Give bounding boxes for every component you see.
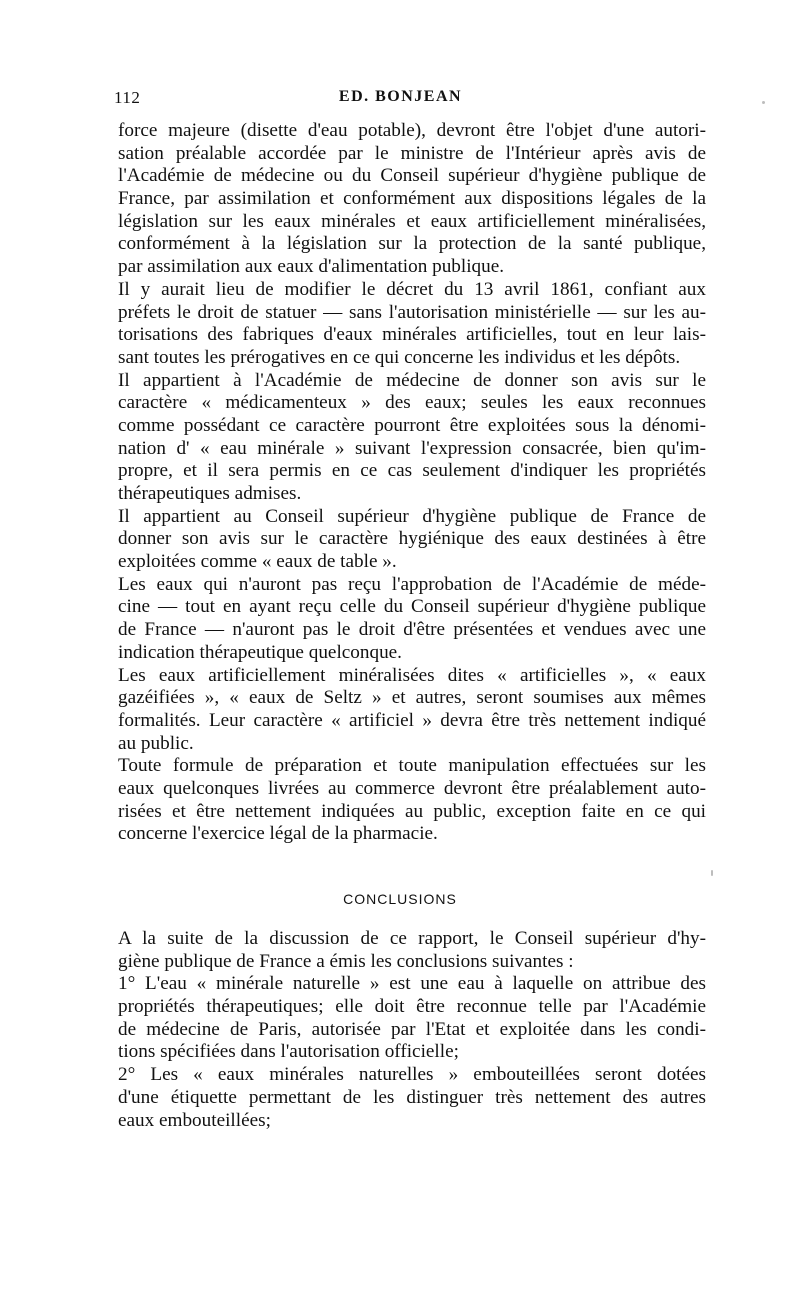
text-line: comme possédant ce caractère pourront être exploitées sous la dénomi- [118, 414, 706, 436]
text-line: Les eaux artificiellement minéralisées dites « artificielles », « eaux [118, 664, 706, 686]
text-line: eaux quelconques livrées au commerce devront être préalablement auto- [118, 777, 706, 799]
text-line: conformément à la législation sur la protection de la santé publique, [118, 233, 706, 255]
text-line: l'Académie de médecine ou du Conseil supérieur d'hygiène publique de [118, 165, 706, 187]
page-header [114, 88, 687, 112]
text-line: nation d' « eau minérale » suivant l'expression consacrée, bien qu'im- [118, 437, 706, 459]
page-number: 112 [114, 88, 141, 107]
paragraph [118, 506, 706, 574]
paragraph [118, 755, 706, 846]
text-line: propriétés thérapeutiques; elle doit être reconnue telle par l'Académie [118, 996, 706, 1018]
text-line: caractère « médicamenteux » des eaux; seules les eaux reconnues [118, 392, 706, 414]
text-line: donner son avis sur le caractère hygiénique des eaux destinées à être [118, 528, 706, 550]
text-line: concerne l'exercice légal de la pharmacie. [118, 823, 438, 845]
paragraph [118, 574, 706, 665]
text-line: thérapeutiques admises. [118, 483, 302, 504]
paragraph [118, 928, 706, 973]
text-line: Il appartient au Conseil supérieur d'hygiène publique de France de [118, 505, 706, 527]
paragraph [118, 973, 706, 1064]
paper-speck [711, 870, 713, 876]
text-line: indication thérapeutique quelconque. [118, 641, 402, 663]
text-line: sation préalable accordée par le ministre de l'Intérieur après avis de [118, 142, 706, 164]
section-heading: CONCLUSIONS [343, 891, 457, 907]
text-line: propre, et il sera permis en ce cas seulement d'indiquer les propriétés [118, 460, 706, 482]
text-line: préfets le droit de statuer — sans l'autorisation ministérielle — sur les au- [118, 301, 706, 323]
paragraph [118, 279, 706, 370]
text-line: Les eaux qui n'auront pas reçu l'approbation de l'Académie de méde- [118, 573, 706, 595]
text-line: Toute formule de préparation et toute manipulation effectuées sur les [118, 755, 706, 777]
conclusions-text [118, 928, 706, 1132]
text-line: risées et être nettement indiquées au public, exception faite en ce qui [118, 800, 706, 822]
text-line: au public. [118, 732, 194, 754]
text-line: de médecine de Paris, autorisée par l'Etat et exploitée dans les condi- [118, 1018, 706, 1040]
text-line: France, par assimilation et conformément aux dispositions légales de la [118, 188, 706, 210]
paragraph [118, 370, 706, 506]
text-line: cine — tout en ayant reçu celle du Conseil supérieur d'hygiène publique [118, 596, 706, 618]
text-line: exploitées comme « eaux de table ». [118, 551, 397, 573]
text-line: A la suite de la discussion de ce rapport, le Conseil supérieur d'hy- [118, 928, 706, 949]
body-text [118, 120, 706, 846]
text-line: force majeure (disette d'eau potable), devront être l'objet d'une autori- [118, 120, 706, 141]
text-line: par assimilation aux eaux d'alimentation publique. [118, 256, 505, 278]
text-line: d'une étiquette permettant de les distinguer très nettement des autres [118, 1086, 706, 1108]
paper-speck [762, 101, 765, 104]
text-line: 2° Les « eaux minérales naturelles » embouteillées seront dotées [118, 1064, 706, 1086]
text-line: tions spécifiées dans l'autorisation officielle; [118, 1041, 459, 1063]
text-line: eaux embouteillées; [118, 1109, 271, 1131]
text-line: formalités. Leur caractère « artificiel » devra être très nettement indiqué [118, 709, 706, 731]
paragraph [118, 1064, 706, 1132]
paragraph [118, 665, 706, 756]
text-line: de France — n'auront pas le droit d'être présentées et vendues avec une [118, 619, 706, 641]
running-head: ED. BONJEAN [338, 88, 463, 105]
text-line: 1° L'eau « minérale naturelle » est une eau à laquelle on attribue des [118, 973, 706, 995]
text-line: sant toutes les prérogatives en ce qui concerne les individus et les dépôts. [118, 346, 681, 368]
text-line: torisations des fabriques d'eaux minérales artificielles, tout en leur lais- [118, 324, 706, 346]
paragraph [118, 120, 706, 279]
text-line: gazéifiées », « eaux de Seltz » et autres, seront soumises aux mêmes [118, 687, 706, 709]
text-line: législation sur les eaux minérales et eaux artificiellement minéralisées, [118, 210, 706, 232]
text-line: Il appartient à l'Académie de médecine de donner son avis sur le [118, 369, 706, 391]
text-line: Il y aurait lieu de modifier le décret du 13 avril 1861, confiant aux [118, 278, 706, 300]
text-line: giène publique de France a émis les conclusions suivantes : [118, 950, 574, 972]
